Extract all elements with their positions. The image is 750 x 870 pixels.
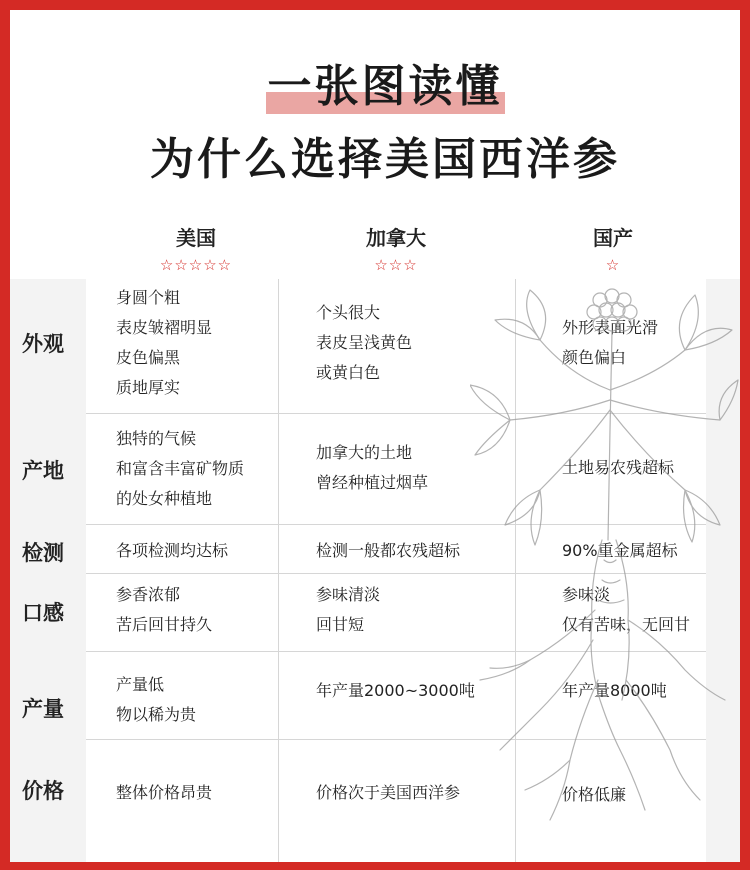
cell-line: 外形表面光滑 [562,318,659,337]
star-rating: ☆ [605,256,621,274]
cell-line: 苦后回甘持久 [116,615,213,634]
cell-taste-usa [116,580,212,640]
column-name: 美国 [176,226,216,250]
cell-output-usa [116,670,196,730]
row-label-price: 价格 [22,779,64,803]
cell-line: 各项检测均达标 [116,541,229,560]
column-header-china [553,225,673,275]
star-rating: ☆☆☆ [374,256,418,274]
cell-line: 参味淡 [562,585,611,604]
cell-line: 或黄白色 [316,363,381,382]
ginseng-illustration [470,280,740,840]
cell-line: 参味清淡 [316,585,381,604]
cell-line: 价格低廉 [562,785,627,804]
title-line-1 [266,58,505,116]
cell-line: 加拿大的土地 [316,443,413,462]
cell-line: 参香浓郁 [116,585,181,604]
cell-line: 价格次于美国西洋参 [316,783,461,802]
cell-line: 曾经种植过烟草 [316,473,429,492]
cell-line: 的处女种植地 [116,489,213,508]
cell-line: 年产量8000吨 [562,681,667,700]
column-name: 国产 [593,226,633,250]
cell-origin-canada [316,438,428,498]
cell-testing-usa [116,536,228,566]
cell-origin-usa [116,424,244,514]
berry-cluster [587,289,637,331]
cell-appearance-canada [316,298,412,388]
title-line-1-text: 一张图读懂 [267,61,503,112]
cell-line: 质地厚实 [116,378,181,397]
cell-line: 表皮呈浅黄色 [316,333,413,352]
row-label-origin: 产地 [22,459,64,483]
cell-output-canada [316,676,475,706]
cell-line: 表皮皱褶明显 [116,318,213,337]
column-name: 加拿大 [366,226,426,250]
row-label-taste: 口感 [22,601,64,625]
cell-price-canada [316,778,460,808]
star-rating: ☆☆☆☆☆ [159,256,233,274]
cell-line: 皮色偏黑 [116,348,181,367]
cell-line: 土地易农残超标 [562,458,675,477]
cell-line: 检测一般都农残超标 [316,541,461,560]
cell-line: 颜色偏白 [562,348,627,367]
cell-taste-canada [316,580,380,640]
title-line-2: 为什么选择美国西洋参 [150,134,620,185]
cell-line: 物以稀为贵 [116,705,197,724]
cell-line: 年产量2000~3000吨 [316,681,475,700]
row-label-testing: 检测 [22,541,64,565]
cell-line: 仅有苦味，无回甘 [562,615,691,634]
cell-line: 回甘短 [316,615,365,634]
cell-line: 和富含丰富矿物质 [116,459,245,478]
cell-line: 独特的气候 [116,429,197,448]
cell-price-usa [116,778,212,808]
column-header-usa [136,225,256,275]
cell-line: 个头很大 [316,303,381,322]
cell-appearance-usa [116,283,212,403]
cell-testing-canada [316,536,460,566]
cell-line: 90%重金属超标 [562,541,678,560]
cell-line: 整体价格昂贵 [116,783,213,802]
row-label-appearance: 外观 [22,332,64,356]
column-divider [278,279,279,862]
row-label-output: 产量 [22,697,64,721]
column-header-canada [336,225,456,275]
cell-line: 身圆个粗 [116,288,181,307]
cell-line: 产量低 [116,675,165,694]
title-area [10,58,750,116]
